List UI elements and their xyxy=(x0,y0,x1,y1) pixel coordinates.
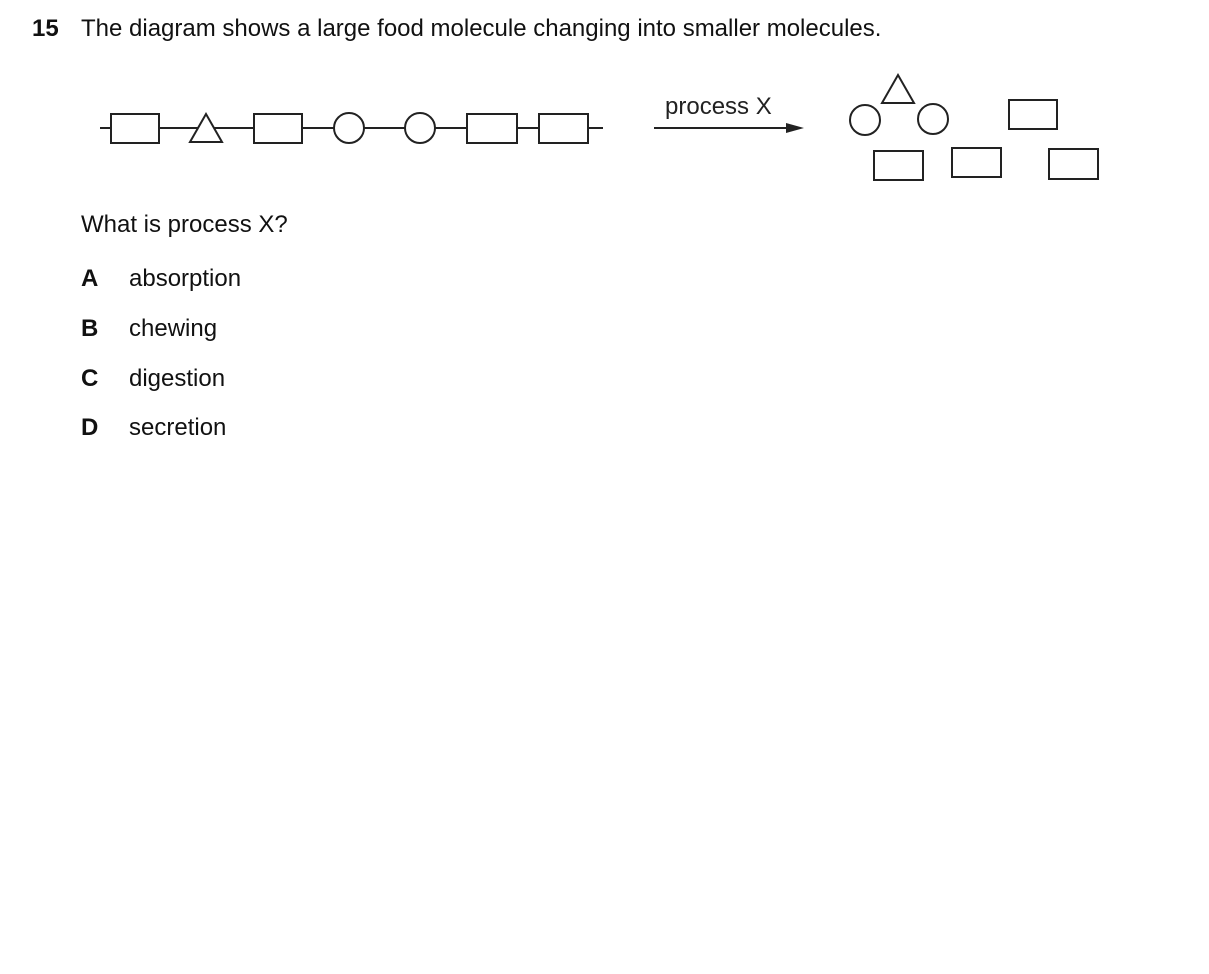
chain-unit-rectangle xyxy=(111,114,159,143)
option-letter: D xyxy=(81,414,99,441)
product-circle xyxy=(918,104,948,134)
option-text: absorption xyxy=(129,265,242,292)
product-circle xyxy=(850,105,880,135)
option-text: chewing xyxy=(129,315,218,342)
product-rectangle xyxy=(1049,149,1098,179)
product-rectangle xyxy=(1009,100,1057,129)
chain-unit-rectangle xyxy=(254,114,302,143)
question-prompt: What is process X? xyxy=(81,211,288,238)
chain-unit-circle xyxy=(334,113,364,143)
option-letter: B xyxy=(81,315,99,342)
question-number: 15 xyxy=(32,15,59,42)
molecule-diagram xyxy=(0,0,1209,200)
option-text: secretion xyxy=(129,414,227,441)
product-rectangle xyxy=(874,151,923,180)
question-stem: The diagram shows a large food molecule changing into smaller molecules. xyxy=(81,15,882,42)
option-text: digestion xyxy=(129,365,226,392)
chain-unit-circle xyxy=(405,113,435,143)
process-arrow-head xyxy=(786,123,804,133)
process-arrow-label: process X xyxy=(665,93,772,120)
chain-unit-rectangle xyxy=(467,114,517,143)
product-triangle xyxy=(882,75,914,103)
option-letter: A xyxy=(81,265,99,292)
option-letter: C xyxy=(81,365,99,392)
chain-unit-rectangle xyxy=(539,114,588,143)
product-rectangle xyxy=(952,148,1001,177)
